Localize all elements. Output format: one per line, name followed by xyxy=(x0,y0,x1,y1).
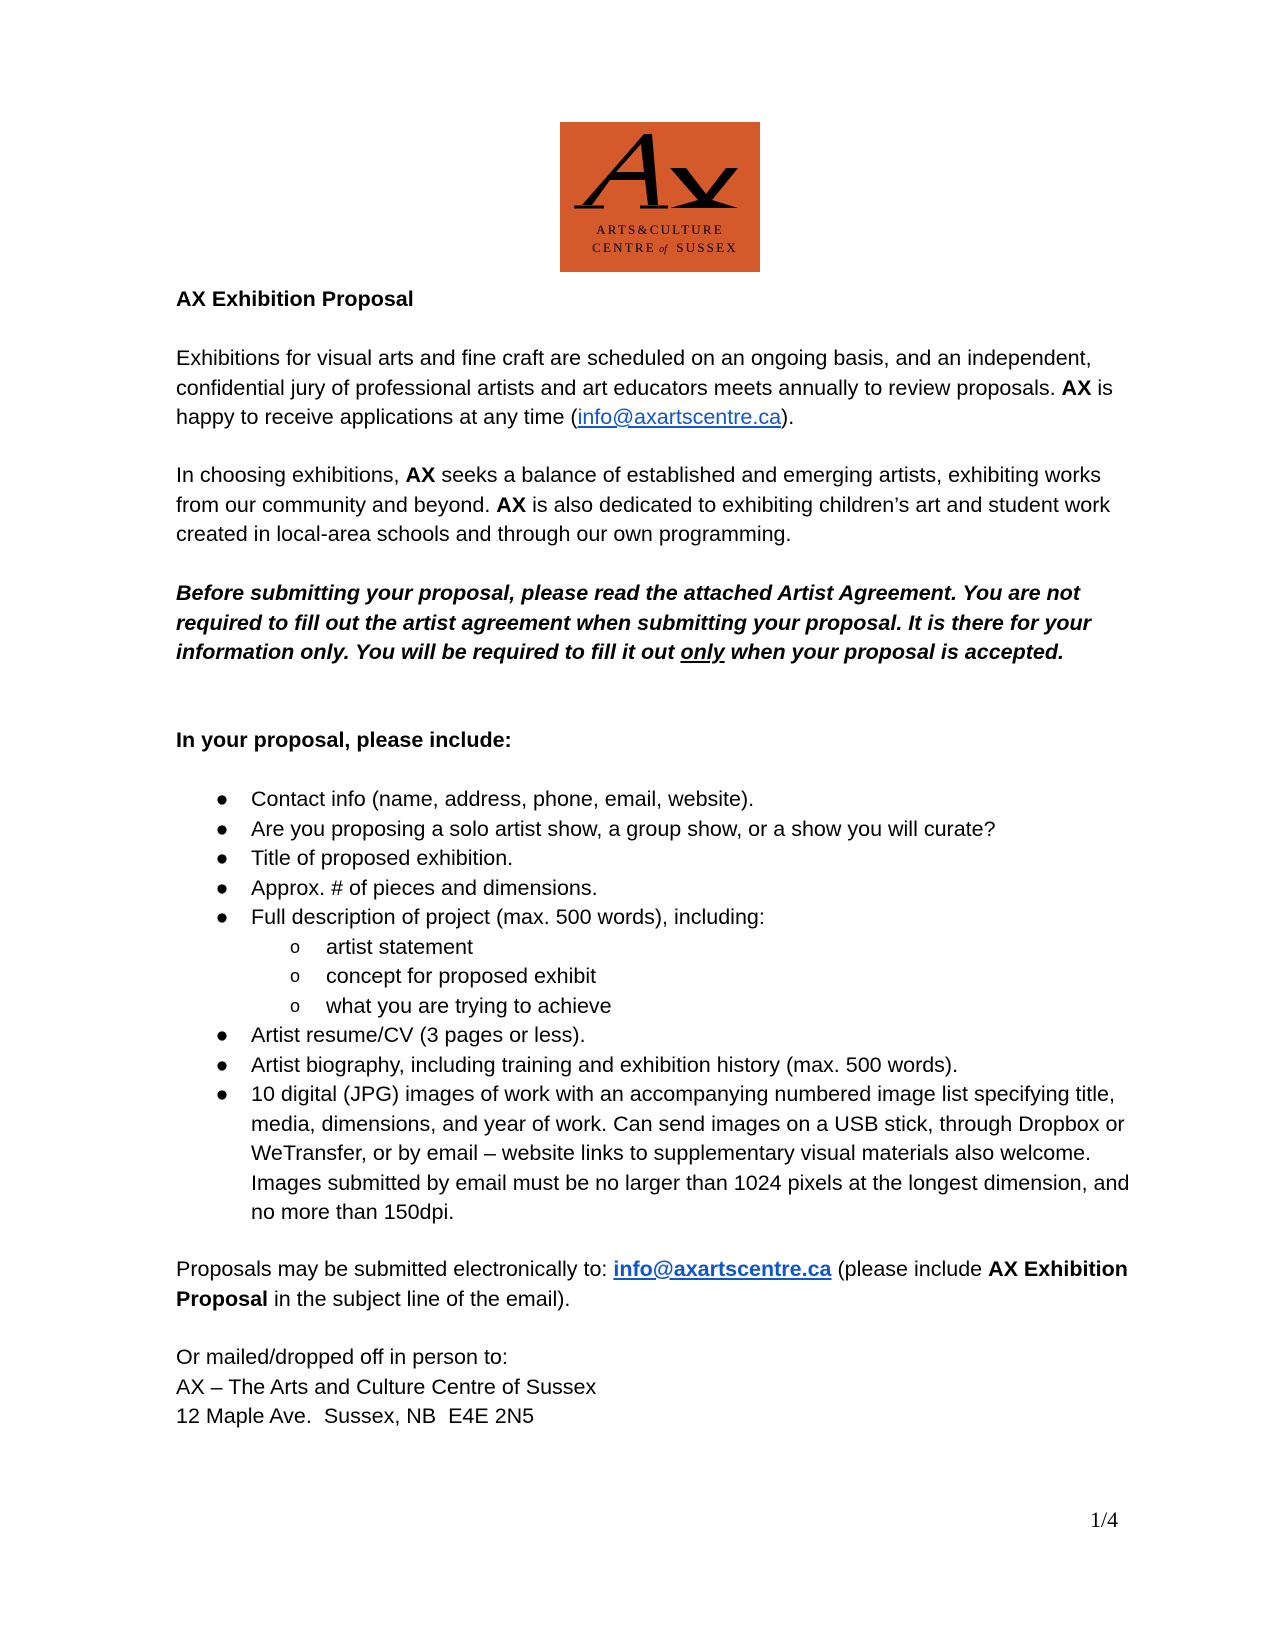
notice-text-2: when your proposal is accepted. xyxy=(724,640,1064,664)
logo-letter-x xyxy=(670,168,738,208)
bullet-icon: ● xyxy=(215,1023,229,1047)
logo-text-centre: CENTRE xyxy=(592,240,656,255)
list-item xyxy=(176,785,1136,815)
submit-text-1: Proposals may be submitted electronically to: xyxy=(176,1257,614,1281)
intro-ax: AX xyxy=(1061,375,1092,400)
page-number: 1/4 xyxy=(1090,1507,1119,1532)
mail-line-3: 12 Maple Ave. Sussex, NB E4E 2N5 xyxy=(176,1404,535,1428)
hollow-bullet-icon: o xyxy=(289,966,300,986)
sub-requirements-list xyxy=(251,933,1136,1022)
sub-list-item xyxy=(251,992,1136,1022)
ax-logo-graphic xyxy=(560,122,760,272)
bullet-icon: ● xyxy=(215,816,229,841)
bullet-icon: ● xyxy=(215,875,229,900)
list-item xyxy=(176,1080,1136,1228)
logo-text-of: of xyxy=(659,244,667,255)
choosing-paragraph xyxy=(176,461,1136,550)
sub-requirement-text: artist statement xyxy=(326,934,473,959)
mail-line-1: Or mailed/dropped off in person to: xyxy=(176,1345,508,1369)
choosing-text-3: is also dedicated to exhibiting children’s art and student work created in local-area schools and through our own programming. xyxy=(176,492,1111,546)
requirement-text: Contact info (name, address, phone, email, website). xyxy=(251,787,755,811)
submit-paragraph xyxy=(176,1255,1136,1314)
intro-text-3: ). xyxy=(781,405,795,429)
requirement-text: Artist biography, including training and exhibition history (max. 500 words). xyxy=(251,1052,959,1077)
submit-text-2: (please include xyxy=(831,1257,989,1281)
sub-list-item xyxy=(251,962,1136,992)
mailing-address xyxy=(176,1343,1136,1432)
submit-text-3: in the subject line of the email). xyxy=(268,1286,571,1311)
logo-letter-a xyxy=(582,134,658,205)
bullet-icon: ● xyxy=(215,905,229,929)
bullet-icon: ● xyxy=(215,1052,229,1077)
submit-email-link[interactable]: info@axartscentre.ca xyxy=(613,1257,832,1281)
list-item xyxy=(176,1021,1136,1051)
choosing-text-2: seeks a balance of established and emerging artists, exhibiting works from our community and beyond. xyxy=(176,463,1102,517)
bullet-icon: ● xyxy=(215,787,229,811)
intro-email-link[interactable]: info@axartscentre.ca xyxy=(577,405,782,429)
list-item xyxy=(176,844,1136,874)
sub-requirement-text: what you are trying to achieve xyxy=(326,993,612,1018)
ax-logo xyxy=(560,122,760,272)
notice-text-1: Before submitting your proposal, please read the attached Artist Agreement. You are not required to fill out the artist agreement when submitting your proposal. It is there for your information only. You will be required to fill it out xyxy=(176,581,1092,664)
sub-list-item xyxy=(251,933,1136,963)
requirement-text: Approx. # of pieces and dimensions. xyxy=(251,875,598,900)
list-item xyxy=(176,903,1136,1021)
intro-paragraph xyxy=(176,344,1136,433)
choosing-text-1: In choosing exhibitions, xyxy=(176,463,406,487)
requirement-text: Artist resume/CV (3 pages or less). xyxy=(251,1023,586,1047)
notice-only: only xyxy=(680,640,725,664)
mail-line-2: AX – The Arts and Culture Centre of Sussex xyxy=(176,1374,597,1399)
intro-text-2: is happy to receive applications at any time ( xyxy=(176,375,1113,429)
submit-subject: AX Exhibition Proposal xyxy=(176,1257,1128,1311)
choosing-ax-2: AX xyxy=(496,492,527,517)
logo-text-sussex: SUSSEX xyxy=(676,240,738,255)
requirement-text: Full description of project (max. 500 words), including: xyxy=(251,905,765,929)
requirement-text: Are you proposing a solo artist show, a group show, or a show you will curate? xyxy=(251,816,996,841)
list-item xyxy=(176,815,1136,845)
document-title: AX Exhibition Proposal xyxy=(176,287,414,311)
list-item xyxy=(176,1051,1136,1081)
intro-text-1: Exhibitions for visual arts and fine craft are scheduled on an ongoing basis, and an independent, confidential jury of professional artists and art educators meets annually to review proposals. xyxy=(176,346,1092,400)
hollow-bullet-icon: o xyxy=(289,936,300,957)
hollow-bullet-icon: o xyxy=(289,995,300,1016)
bullet-icon: ● xyxy=(215,1082,229,1106)
sub-requirement-text: concept for proposed exhibit xyxy=(326,964,597,988)
notice-paragraph xyxy=(176,579,1136,668)
requirements-list xyxy=(176,785,1136,1228)
bullet-icon: ● xyxy=(215,846,229,870)
list-item xyxy=(176,874,1136,904)
include-heading: In your proposal, please include: xyxy=(176,728,512,752)
requirement-text: Title of proposed exhibition. xyxy=(251,846,514,870)
choosing-ax-1: AX xyxy=(405,463,436,487)
logo-text-line1: ARTS&CULTURE xyxy=(596,222,724,237)
requirement-text: 10 digital (JPG) images of work with an accompanying numbered image list specifying title, media, dimensions, and year of work. Can send images on a USB stick, through Dropbox or WeTransfer, or by email – website links to supplementary visual materials also welcome. Images submitted by email must be no larger than 1024 pixels at the longest dimension, and no more than 150dpi. xyxy=(251,1082,1130,1224)
